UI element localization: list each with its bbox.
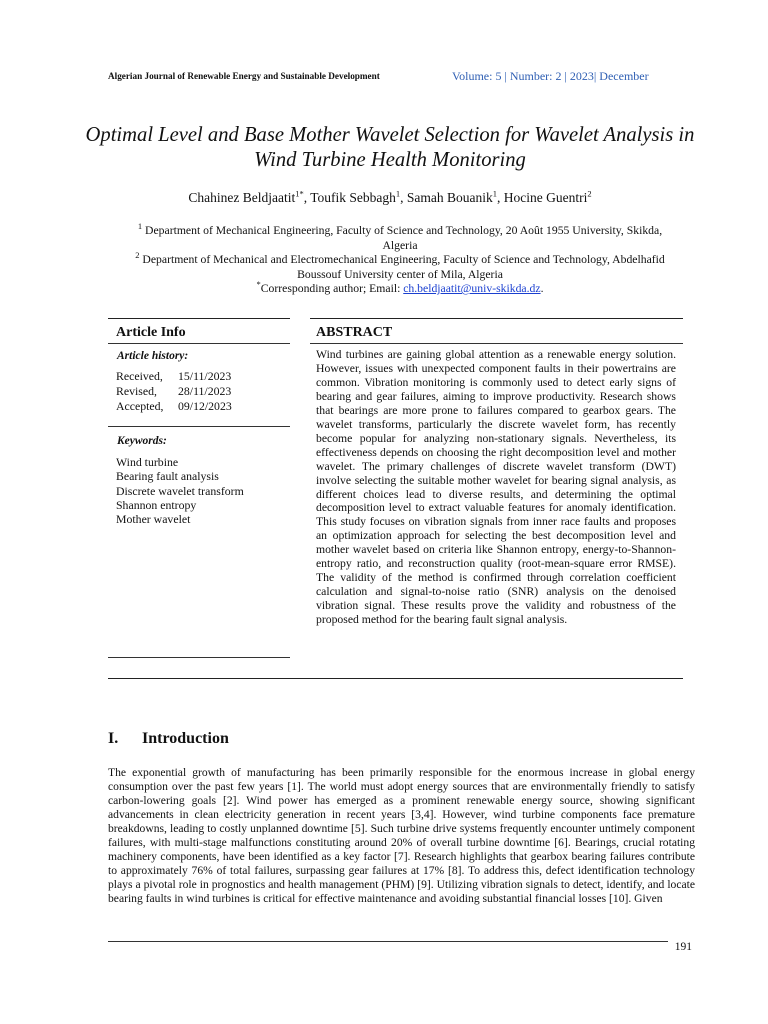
corresponding-author: *Corresponding author; Email: ch.beldjaatit@univ-skikda.dz.: [256, 279, 544, 295]
author-name: Toufik Sebbagh: [310, 190, 396, 205]
author-affil-mark: 1: [492, 188, 498, 199]
page-number: 191: [674, 941, 692, 953]
rule-top-left: [108, 318, 290, 319]
volume-info: Volume: 5 | Number: 2 | 2023| December: [452, 69, 649, 83]
history-row: Accepted, 09/12/2023: [116, 399, 232, 413]
author-affil-mark: 2: [587, 188, 592, 199]
journal-name: Algerian Journal of Renewable Energy and Sustainable Development: [108, 71, 380, 81]
introduction-text: The exponential growth of manufacturing has been primarily responsible for the enormous increase in global energy consumption over the past few years [1]. The world must adopt energy sources that are environmentally friendly to satisfy carbon-lowering goals [2]. Wind power has emerged as a prominent renewable energy source, showing significant advancements in clean electricity generation in recent years [3,4]. However, wind turbine components face premature breakdowns, leading to costly unplanned downtime [5]. Such turbine drive systems frequently encounter untimely component failures, with multi-stage malfunctions constituting around 20% of overall turbine downtime [6]. Bearings, crucial rotating machinery components, have been identified as a key factor [7]. Research highlights that gearbox bearing failures contribute to approximately 76% of total failures, surpassing gear failures at 17% [8]. To address this, defect identification technology plays a pivotal role in prognostics and health management (PHM) [9]. Utilizing vibration signals to detect, identify, and locate bearing faults in wind turbines is critical for effective maintenance and avoiding substantial financial losses [10]. Given: [108, 766, 695, 905]
keyword: Bearing fault analysis: [116, 469, 219, 484]
rule-top-right: [310, 318, 683, 319]
affiliation-2: $^2$ Department of Mechanical and Electromechanical Engineering, Faculty of Science and Technology, Abdelhafid Boussouf University center of Mila, Algeria: [135, 250, 665, 281]
section-number: I.: [108, 730, 119, 747]
rule-info-head: [108, 343, 290, 344]
affiliations: [120, 221, 680, 297]
history-label: Article history:: [117, 350, 189, 362]
keyword: Wind turbine: [116, 455, 179, 469]
keyword: Discrete wavelet transform: [116, 483, 244, 498]
author-name: Chahinez Beldjaatit: [188, 190, 296, 205]
keyword: Shannon entropy: [116, 497, 197, 512]
author-affil-mark: 1*: [295, 188, 304, 199]
author-list: Chahinez Beldjaatit$^{1*}$, Toufik Sebbagh$^1$, Samah Bouanik$^1$, Hocine Guentri$^2$: [188, 188, 592, 205]
paper-title: Optimal Level and Base Mother Wavelet Selection for Wavelet Analysis in Wind Turbine Health Monitoring: [85, 124, 695, 171]
rule-abstract-head: [310, 343, 683, 344]
history-row: Received, 15/11/2023: [116, 369, 232, 383]
author-name: Samah Bouanik: [406, 190, 493, 205]
keyword: Mother wavelet: [116, 512, 191, 527]
email-link[interactable]: ch.beldjaatit@univ-skikda.dz: [403, 282, 541, 295]
section-heading: [108, 730, 229, 748]
rule-bottom: [108, 678, 683, 679]
affiliation-1: $^1$ Department of Mechanical Engineering, Faculty of Science and Technology, 20 Août 1955 University, Skikda, Algeria: [137, 221, 663, 252]
history-row: Revised, 28/11/2023: [116, 384, 232, 398]
abstract-heading: ABSTRACT: [316, 325, 393, 340]
author-name: Hocine Guentri: [503, 190, 588, 205]
rule-keywords: [108, 657, 290, 658]
article-info-heading: Article Info: [116, 325, 186, 340]
keyword-list: [116, 455, 244, 526]
author-affil-mark: 1: [395, 188, 401, 199]
footer-rule: [108, 941, 668, 942]
rule-history: [108, 426, 290, 427]
section-title: Introduction: [142, 730, 229, 747]
abstract-text: Wind turbines are gaining global attention as a renewable energy solution. However, issues with unexpected component faults in their powertrains are common. Vibration monitoring is commonly used to detect early signs of bearing and gear failures, aiming to improve productivity. Research shows that bearings are more prone to failures compared to gearbox gears. The wavelet transforms, particularly the discrete wavelet form, has recently become popular for analyzing non-stationary signals. Nevertheless, its effectiveness depends on choosing the right decomposition level and mother wavelet. The primary challenges of discrete wavelet transform (DWT) involve selecting the suitable mother wavelet for bearing signal analysis, as different choices lead to diverse results, and determining the optimal decomposition level to extract valuable features for anomaly identification. This study focuses on vibration signals from inner race faults and proposes an optimization approach for selecting the best decomposition level and mother wavelet based on criteria like Shannon entropy, energy-to-Shannon-entropy ratio, and reconstruction quality (root-mean-square error RMSE). The validity of the method is confirmed through correlation coefficient calculation and signal-to-noise ratio (SNR) analysis on the denoised vibration signal. These results prove the validity and robustness of the proposed method for the bearing fault signal analysis.: [316, 348, 676, 627]
keywords-label: Keywords:: [117, 435, 167, 447]
